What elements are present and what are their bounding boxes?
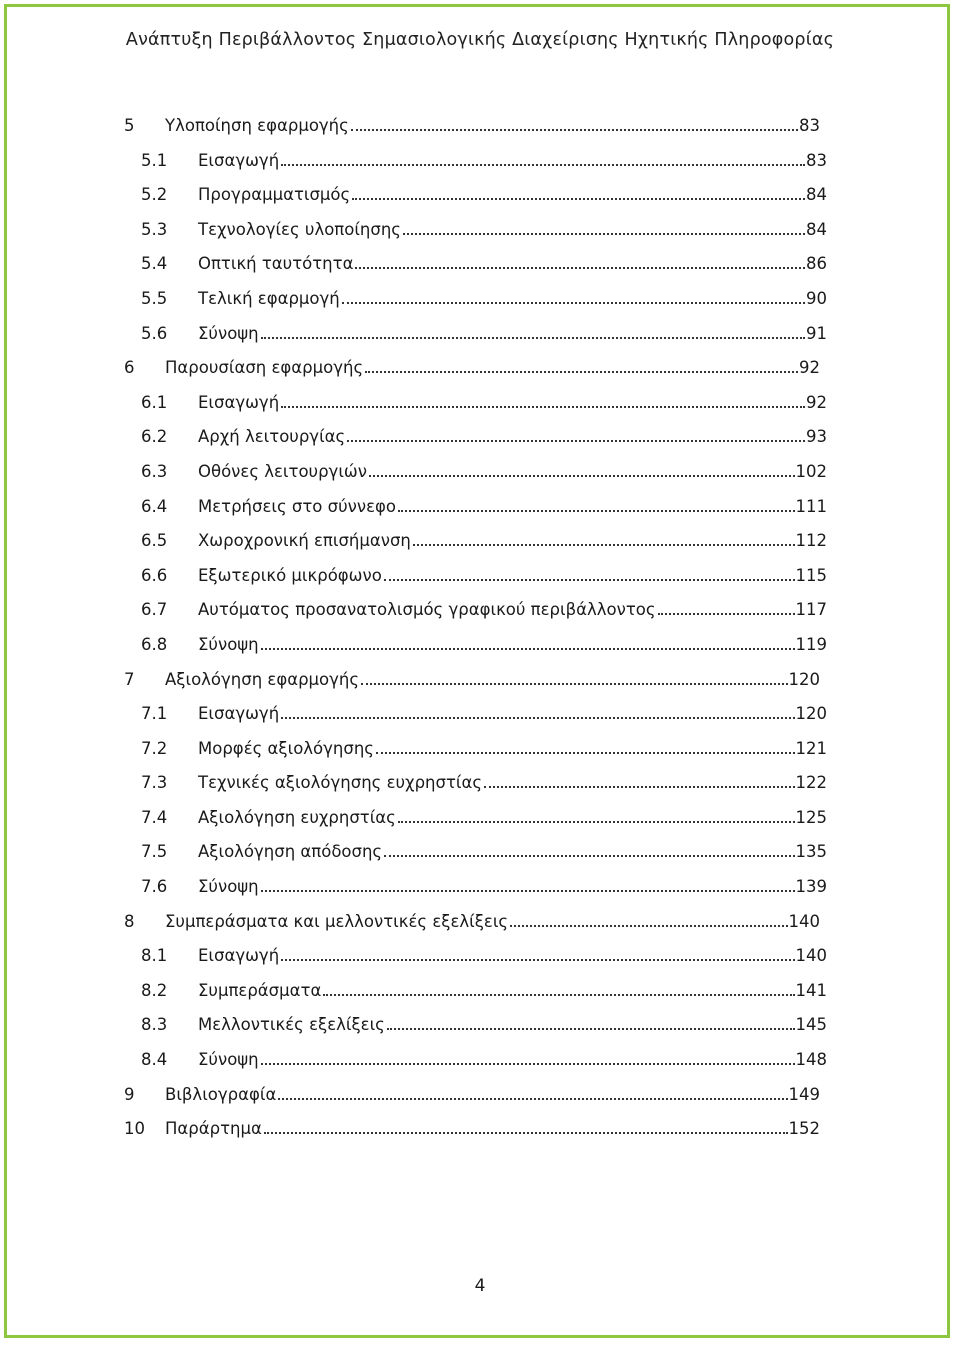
toc-entry-number: 7.4 — [141, 807, 168, 827]
toc-entry-number: 5.5 — [141, 288, 168, 308]
toc-entry-page: 149 — [788, 1084, 820, 1104]
toc-entry[interactable] — [0, 490, 960, 525]
toc-entry-line — [198, 1050, 827, 1069]
toc-entry-page: 121 — [795, 738, 827, 758]
toc-entry-title: Μορφές αξιολόγησης — [198, 738, 374, 758]
toc-entry-title: Σύνοψη — [198, 1050, 259, 1070]
dot-leader — [342, 301, 805, 304]
toc-entry-number: 6.6 — [141, 565, 168, 585]
toc-entry-line — [198, 946, 827, 965]
dot-leader — [403, 232, 805, 235]
toc-entry-number: 6.8 — [141, 634, 168, 654]
toc-entry-title: Τελική εφαρμογή — [198, 288, 340, 308]
toc-entry-title: Εισαγωγή — [198, 704, 280, 724]
dot-leader — [369, 474, 795, 477]
toc-entry-number: 8 — [124, 911, 135, 931]
toc-entry-line — [198, 566, 827, 585]
toc-entry-title: Βιβλιογραφία — [165, 1084, 277, 1104]
dot-leader — [261, 647, 795, 650]
toc-entry-number: 5.3 — [141, 219, 168, 239]
toc-entry-page: 122 — [795, 773, 827, 793]
toc-entry-line — [198, 220, 827, 239]
toc-entry[interactable] — [0, 351, 960, 386]
dot-leader — [355, 266, 805, 269]
toc-entry[interactable] — [0, 524, 960, 559]
toc-entry-line — [198, 739, 827, 758]
dot-leader — [261, 889, 795, 892]
toc-entry-number: 6.7 — [141, 600, 168, 620]
dot-leader — [278, 1097, 787, 1100]
toc-entry-number: 6.3 — [141, 461, 168, 481]
toc-entry-title: Τεχνικές αξιολόγησης ευχρηστίας — [198, 773, 483, 793]
dot-leader — [281, 163, 805, 166]
toc-entry[interactable] — [0, 1112, 960, 1147]
toc-entry-line — [198, 151, 827, 170]
toc-entry[interactable] — [0, 1043, 960, 1078]
toc-entry-line — [198, 462, 827, 481]
toc-entry-number: 7.1 — [141, 704, 168, 724]
toc-entry-number: 6 — [124, 358, 135, 378]
dot-leader — [261, 336, 805, 339]
table-of-contents — [0, 109, 960, 1147]
toc-entry-number: 8.1 — [141, 946, 168, 966]
toc-entry-number: 5.6 — [141, 323, 168, 343]
toc-entry-number: 10 — [124, 1119, 145, 1139]
toc-entry-title: Αξιολόγηση ευχρηστίας — [198, 807, 396, 827]
toc-entry-page: 84 — [806, 185, 827, 205]
toc-entry-title: Προγραμματισμός — [198, 185, 351, 205]
toc-entry-line — [198, 427, 827, 446]
toc-entry-line — [198, 773, 827, 792]
toc-entry[interactable] — [0, 697, 960, 732]
toc-entry-title: Εισαγωγή — [198, 392, 280, 412]
dot-leader — [352, 197, 805, 200]
dot-leader — [658, 612, 795, 615]
toc-entry[interactable] — [0, 593, 960, 628]
toc-entry[interactable] — [0, 835, 960, 870]
toc-entry-page: 92 — [806, 392, 827, 412]
toc-entry-title: Εισαγωγή — [198, 946, 280, 966]
toc-entry-line — [198, 393, 827, 412]
toc-entry-title: Εισαγωγή — [198, 150, 280, 170]
toc-entry[interactable] — [0, 144, 960, 179]
toc-entry-page: 120 — [795, 704, 827, 724]
toc-entry-number: 9 — [124, 1084, 135, 1104]
toc-entry-number: 5 — [124, 116, 135, 135]
dot-leader — [351, 128, 798, 131]
toc-entry-title: Συμπεράσματα — [198, 980, 322, 1000]
toc-entry-page: 83 — [799, 116, 820, 135]
toc-entry-number: 6.5 — [141, 531, 168, 551]
toc-entry-line — [165, 912, 820, 931]
toc-entry-title: Οθόνες λειτουργιών — [198, 461, 367, 481]
toc-entry-page: 140 — [788, 911, 820, 931]
toc-entry-line — [198, 254, 827, 273]
toc-entry[interactable] — [0, 317, 960, 352]
toc-entry[interactable] — [0, 178, 960, 213]
toc-entry-line — [198, 842, 827, 861]
toc-entry-page: 111 — [795, 496, 827, 516]
toc-entry-line — [198, 531, 827, 550]
toc-entry-number: 7.3 — [141, 773, 168, 793]
toc-entry-number: 7.2 — [141, 738, 168, 758]
toc-entry-page: 92 — [799, 358, 820, 378]
toc-entry[interactable] — [0, 455, 960, 490]
toc-entry[interactable] — [0, 1008, 960, 1043]
toc-entry-line — [165, 116, 820, 135]
toc-entry-page: 86 — [806, 254, 827, 274]
toc-entry[interactable] — [0, 905, 960, 940]
toc-entry-page: 148 — [795, 1050, 827, 1070]
toc-entry-page: 84 — [806, 219, 827, 239]
dot-leader — [261, 1062, 795, 1065]
page-number: 4 — [474, 1276, 486, 1296]
toc-entry-number: 8.3 — [141, 1015, 168, 1035]
toc-entry-page: 83 — [806, 150, 827, 170]
toc-entry-page: 112 — [795, 531, 827, 551]
toc-entry-line — [165, 1085, 820, 1104]
toc-entry-line — [198, 981, 827, 1000]
toc-entry-line — [198, 635, 827, 654]
toc-entry-line — [198, 497, 827, 516]
toc-entry-page: 135 — [795, 842, 827, 862]
toc-entry-number: 6.4 — [141, 496, 168, 516]
toc-entry-page: 91 — [806, 323, 827, 343]
dot-leader — [281, 958, 794, 961]
toc-entry-title: Παρουσίαση εφαρμογής — [165, 358, 364, 378]
toc-entry[interactable] — [0, 801, 960, 836]
toc-entry-number: 5.4 — [141, 254, 168, 274]
toc-entry-line — [198, 877, 827, 896]
toc-entry-line — [198, 600, 827, 619]
toc-entry-line — [198, 1015, 827, 1034]
toc-entry-number: 7 — [124, 669, 135, 689]
toc-entry[interactable] — [0, 247, 960, 282]
dot-leader — [361, 682, 787, 685]
toc-entry[interactable] — [0, 870, 960, 905]
toc-entry[interactable] — [0, 559, 960, 594]
toc-entry[interactable] — [0, 1078, 960, 1113]
dot-leader — [347, 439, 805, 442]
running-header: Ανάπτυξη Περιβάλλοντος Σημασιολογικής Διαχείρισης Ηχητικής Πληροφορίας — [125, 30, 835, 50]
toc-entry-title: Οπτική ταυτότητα — [198, 254, 354, 274]
toc-entry[interactable] — [0, 939, 960, 974]
toc-entry[interactable] — [0, 420, 960, 455]
toc-entry-line — [198, 185, 827, 204]
toc-entry-line — [198, 289, 827, 308]
toc-entry-page: 141 — [795, 980, 827, 1000]
toc-entry-line — [198, 808, 827, 827]
dot-leader — [281, 405, 805, 408]
dot-leader — [384, 854, 794, 857]
toc-entry[interactable] — [0, 974, 960, 1009]
toc-entry-number: 6.1 — [141, 392, 168, 412]
toc-entry-title: Τεχνολογίες υλοποίησης — [198, 219, 401, 239]
toc-entry-line — [165, 1119, 820, 1138]
dot-leader — [484, 785, 794, 788]
toc-entry[interactable] — [0, 732, 960, 767]
toc-entry-page: 90 — [806, 288, 827, 308]
dot-leader — [413, 543, 795, 546]
toc-entry-title: Χωροχρονική επισήμανση — [198, 531, 411, 551]
toc-entry[interactable] — [0, 386, 960, 421]
toc-entry-title: Σύνοψη — [198, 877, 259, 897]
toc-entry[interactable] — [0, 628, 960, 663]
dot-leader — [365, 370, 798, 373]
dot-leader — [281, 716, 794, 719]
dot-leader — [323, 993, 794, 996]
toc-entry-number: 8.4 — [141, 1050, 168, 1070]
toc-entry[interactable] — [0, 663, 960, 698]
toc-entry-page: 93 — [806, 427, 827, 447]
toc-entry-title: Υλοποίηση εφαρμογής — [165, 116, 349, 135]
toc-entry-title: Σύνοψη — [198, 323, 259, 343]
toc-entry-page: 102 — [795, 461, 827, 481]
toc-entry-title: Αξιολόγηση εφαρμογής — [165, 669, 360, 689]
toc-entry-title: Αυτόματος προσανατολισμός γραφικού περιβάλλοντος — [198, 600, 656, 620]
dot-leader — [398, 820, 795, 823]
toc-entry-title: Αρχή λειτουργίας — [198, 427, 346, 447]
toc-entry-title: Συμπεράσματα και μελλοντικές εξελίξεις — [165, 911, 509, 931]
toc-entry[interactable] — [0, 213, 960, 248]
toc-entry-page: 139 — [795, 877, 827, 897]
toc-entry-page: 120 — [788, 669, 820, 689]
toc-entry-title: Σύνοψη — [198, 634, 259, 654]
toc-entry-page: 125 — [795, 807, 827, 827]
toc-entry-title: Εξωτερικό μικρόφωνο — [198, 565, 382, 585]
toc-entry-number: 7.5 — [141, 842, 168, 862]
dot-leader — [376, 751, 795, 754]
toc-entry-page: 115 — [795, 565, 827, 585]
toc-entry-number: 6.2 — [141, 427, 168, 447]
toc-entry-line — [198, 324, 827, 343]
toc-entry-line — [198, 704, 827, 723]
toc-entry-line — [165, 670, 820, 689]
toc-entry-number: 8.2 — [141, 980, 168, 1000]
dot-leader — [398, 509, 795, 512]
toc-entry-page: 117 — [795, 600, 827, 620]
toc-entry-page: 145 — [795, 1015, 827, 1035]
toc-entry-number: 5.1 — [141, 150, 168, 170]
toc-entry-title: Παράρτημα — [165, 1119, 262, 1139]
toc-entry-page: 152 — [788, 1119, 820, 1139]
dot-leader — [264, 1131, 788, 1134]
toc-entry-page: 119 — [795, 634, 827, 654]
toc-entry[interactable] — [0, 109, 960, 144]
dot-leader — [510, 924, 787, 927]
toc-entry-line — [165, 358, 820, 377]
toc-entry-title: Αξιολόγηση απόδοσης — [198, 842, 383, 862]
toc-entry[interactable] — [0, 282, 960, 317]
toc-entry-page: 140 — [795, 946, 827, 966]
toc-entry-title: Μετρήσεις στο σύννεφο — [198, 496, 396, 516]
dot-leader — [387, 1027, 795, 1030]
toc-entry-number: 5.2 — [141, 185, 168, 205]
toc-entry[interactable] — [0, 766, 960, 801]
toc-entry-number: 7.6 — [141, 877, 168, 897]
dot-leader — [384, 578, 795, 581]
toc-entry-title: Μελλοντικές εξελίξεις — [198, 1015, 385, 1035]
